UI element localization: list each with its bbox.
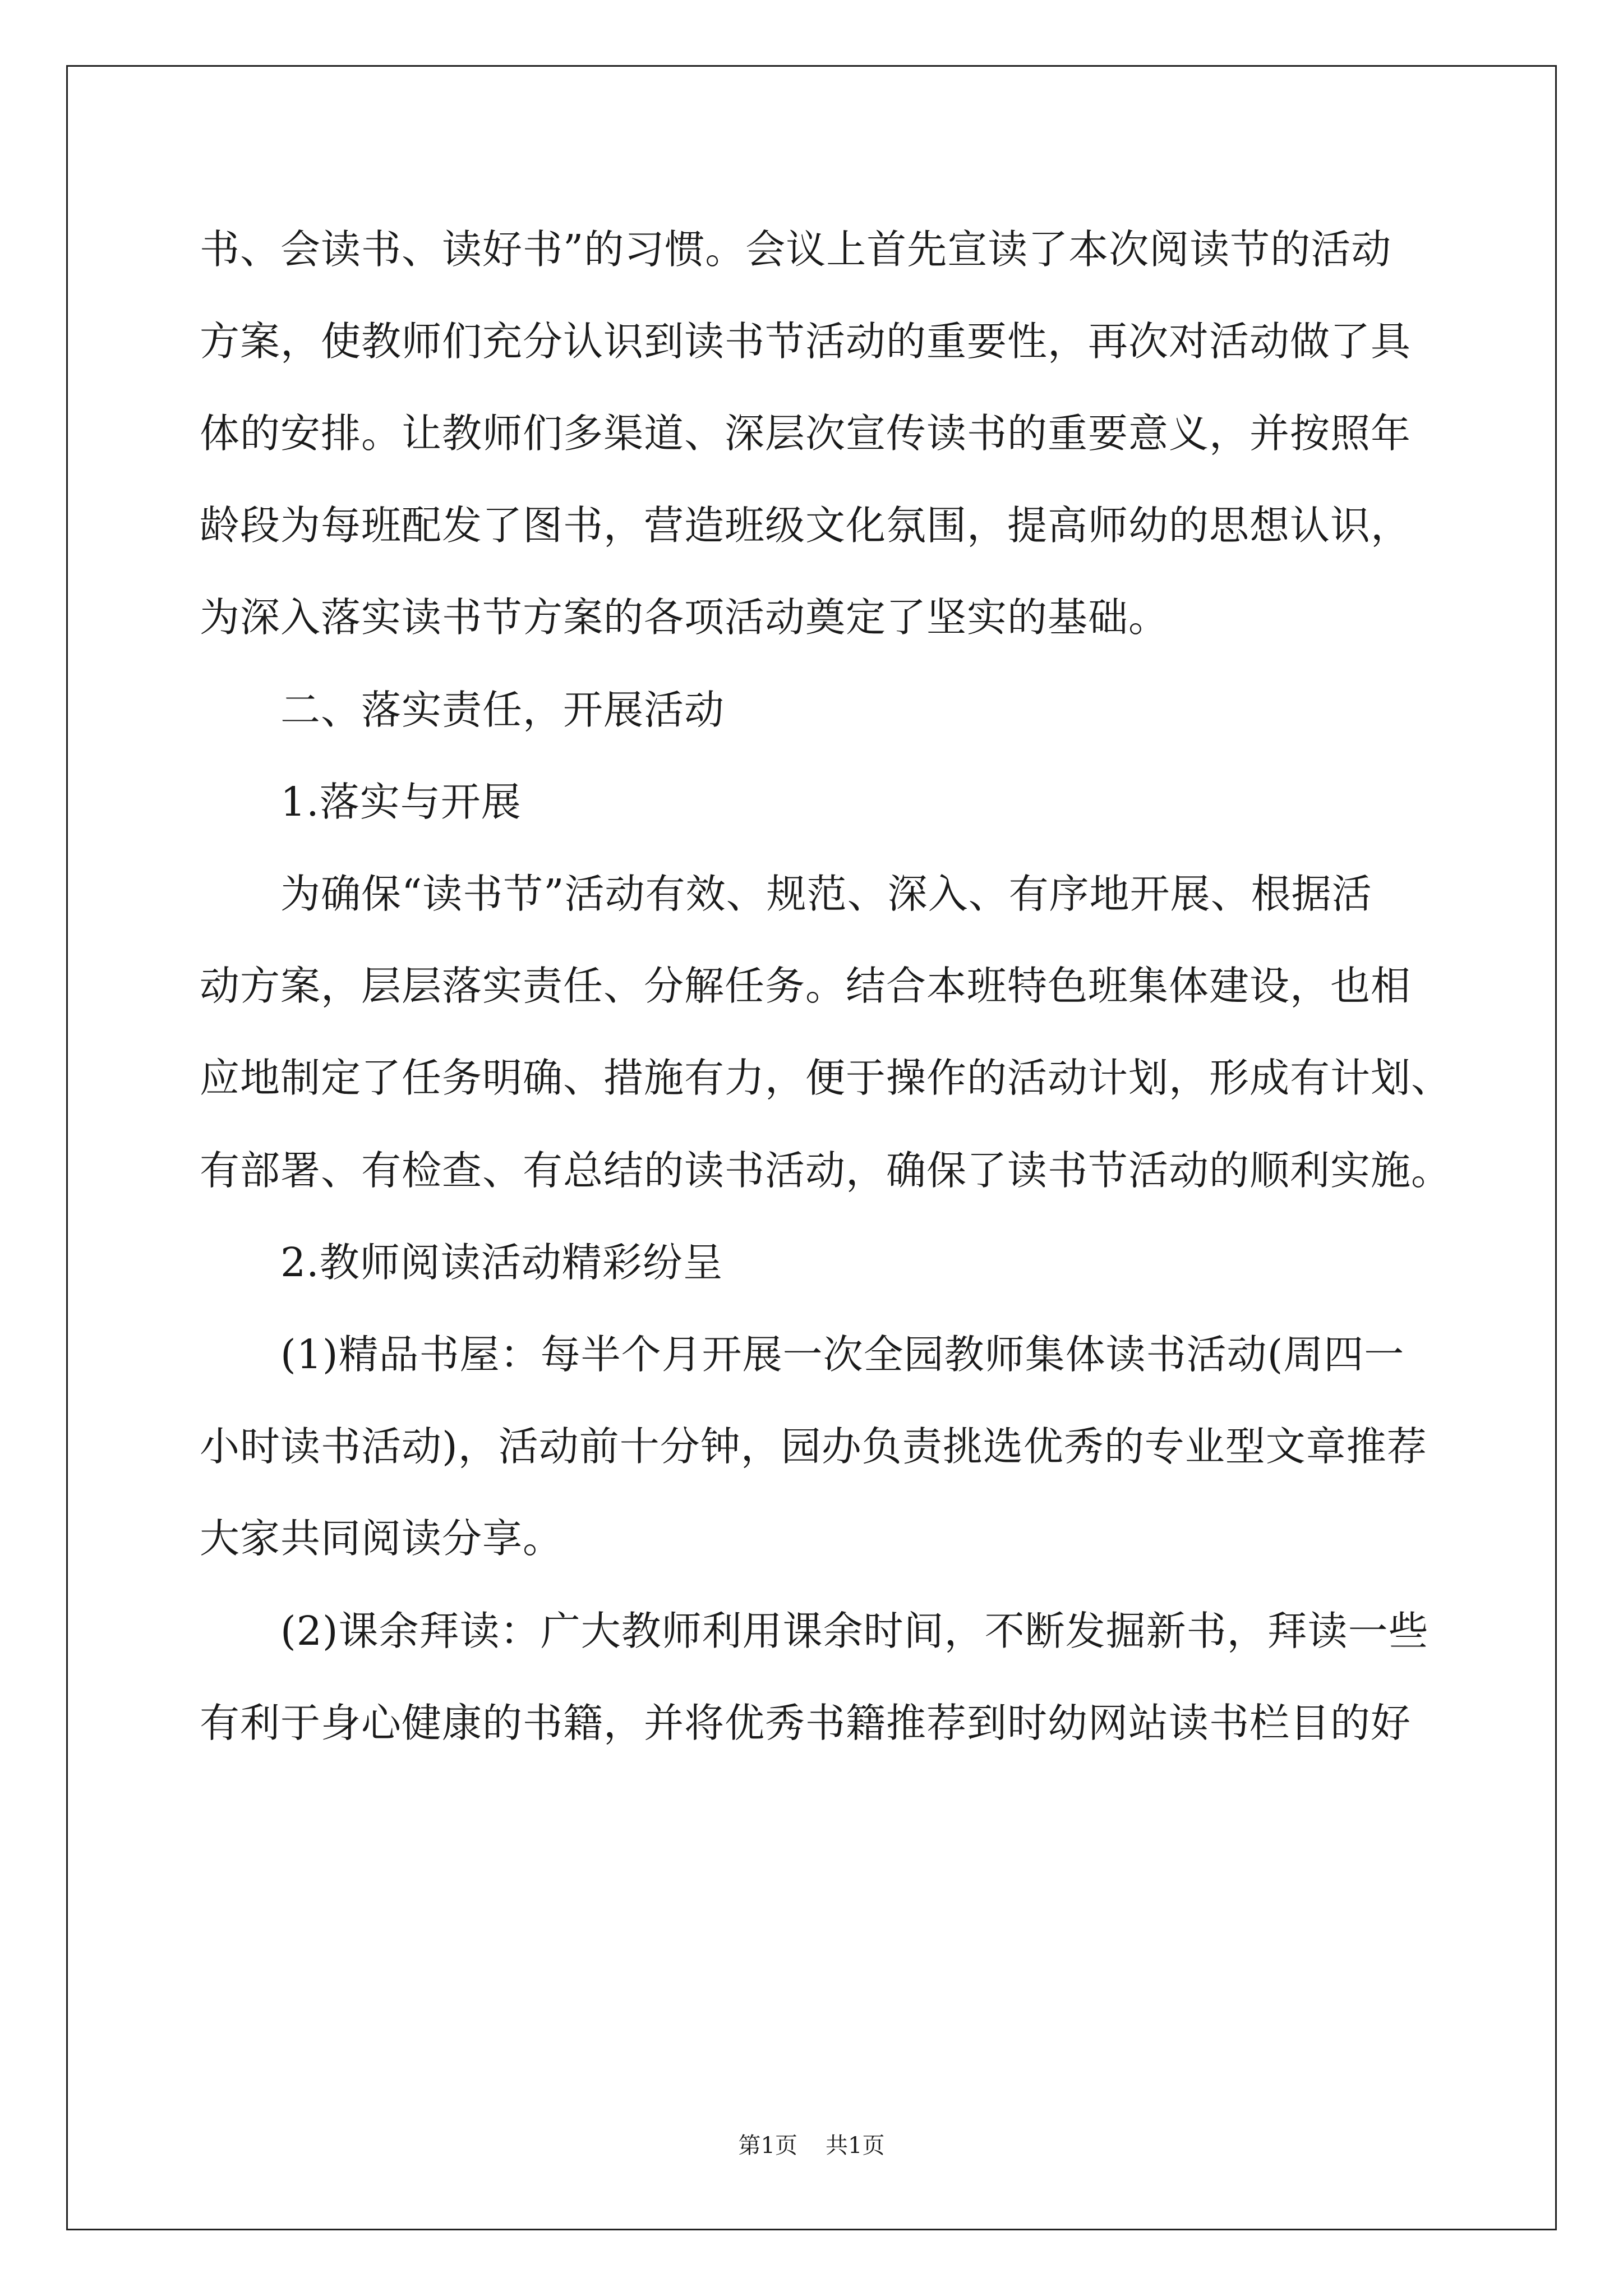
paragraph-line: 应地制定了任务明确、措施有力，便于操作的活动计划，形成有计划、 [200,1055,1452,1101]
section-heading: 二、落实责任，开展活动 [280,687,725,733]
paragraph-line: (1)精品书屋：每半个月开展一次全园教师集体读书活动(周四一 [280,1331,1405,1378]
paragraph-line: 书、会读书、读好书”的习惯。会议上首先宣读了本次阅读节的活动 [200,226,1392,273]
subsection-heading: 2.教师阅读活动精彩纷呈 [280,1239,723,1286]
page-total: 共1页 [826,2133,885,2159]
paragraph-line: 有部署、有检查、有总结的读书活动，确保了读书节活动的顺利实施。 [200,1147,1452,1194]
paragraph-line: 小时读书活动)，活动前十分钟，园办负责挑选优秀的专业型文章推荐 [200,1423,1427,1470]
page-number: 第1页 [738,2133,797,2159]
paragraph-line: 龄段为每班配发了图书，营造班级文化氛围，提高师幼的思想认识， [200,502,1412,549]
paragraph-line: 体的安排。让教师们多渠道、深层次宣传读书的重要意义，并按照年 [200,410,1412,457]
paragraph-line: (2)课余拜读：广大教师利用课余时间，不断发掘新书，拜读一些 [280,1608,1429,1654]
subsection-heading: 1.落实与开展 [280,779,522,825]
paragraph-line: 为确保“读书节”活动有效、规范、深入、有序地开展、根据活 [280,871,1372,917]
paragraph-line: 方案，使教师们充分认识到读书节活动的重要性，再次对活动做了具 [200,318,1412,365]
page-footer [0,2132,1623,2160]
paragraph-line: 为深入落实读书节方案的各项活动奠定了坚实的基础。 [200,594,1169,641]
paragraph-line: 大家共同阅读分享。 [200,1515,564,1562]
paragraph-line: 动方案，层层落实责任、分解任务。结合本班特色班集体建设，也相 [200,963,1412,1009]
paragraph-line: 有利于身心健康的书籍，并将优秀书籍推荐到时幼网站读书栏目的好 [200,1700,1412,1746]
